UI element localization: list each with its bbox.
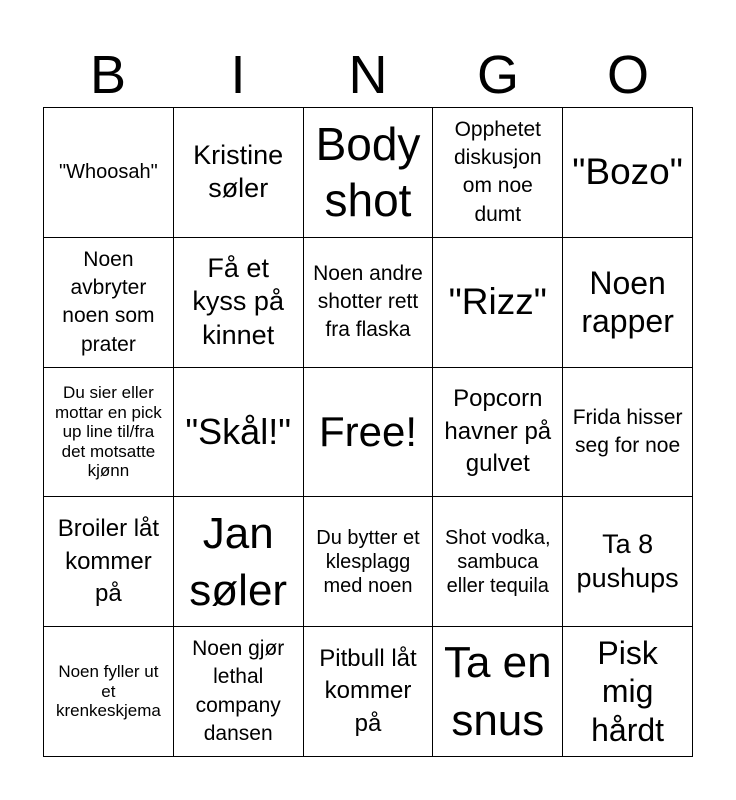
bingo-cell[interactable]: Popcorn havner på gulvet [433,368,563,498]
bingo-cell[interactable]: Body shot [304,108,434,238]
header-letter-n: N [348,45,388,105]
header-letter-b: B [89,45,127,105]
bingo-cell[interactable]: "Skål!" [174,368,304,498]
header-letter-g: G [476,45,519,105]
bingo-cell[interactable]: Noen andre shotter rett fra flaska [304,238,434,368]
bingo-cell[interactable]: Du bytter et klesplagg med noen [304,497,434,627]
bingo-cell[interactable]: Noen fyller ut et krenkeskjema [44,627,174,757]
header-letter-o: O [606,45,649,105]
bingo-cell[interactable]: Opphetet diskusjon om noe dumt [433,108,563,238]
bingo-cell[interactable]: Kristine søler [174,108,304,238]
bingo-cell[interactable]: Pisk mig hårdt [563,627,693,757]
bingo-cell[interactable]: Ta 8 pushups [563,497,693,627]
bingo-cell-free[interactable]: Free! [304,368,434,498]
bingo-header [43,40,693,110]
bingo-cell[interactable]: Noen rapper [563,238,693,368]
bingo-cell[interactable]: Du sier eller mottar en pick up line til/fra det motsatte kjønn [44,368,174,498]
bingo-cell[interactable]: Få et kyss på kinnet [174,238,304,368]
bingo-cell[interactable]: Jan søler [174,497,304,627]
bingo-cell[interactable]: Broiler låt kommer på [44,497,174,627]
bingo-cell[interactable]: "Bozo" [563,108,693,238]
bingo-cell[interactable]: Pitbull låt kommer på [304,627,434,757]
bingo-cell[interactable]: Shot vodka, sambuca eller tequila [433,497,563,627]
bingo-cell[interactable]: "Whoosah" [44,108,174,238]
bingo-cell[interactable]: Noen avbryter noen som prater [44,238,174,368]
bingo-cell[interactable]: Frida hisser seg for noe [563,368,693,498]
bingo-cell[interactable]: Noen gjør lethal company dansen [174,627,304,757]
bingo-grid [43,107,693,757]
bingo-cell[interactable]: "Rizz" [433,238,563,368]
header-letter-i: I [230,45,246,105]
bingo-cell[interactable]: Ta en snus [433,627,563,757]
